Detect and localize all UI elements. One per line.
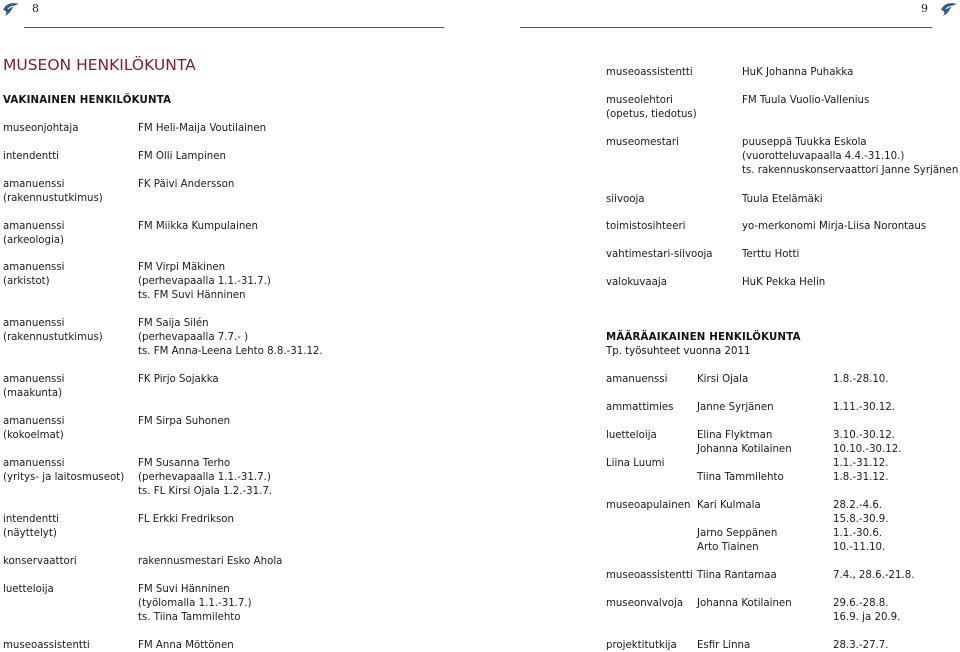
staff-role: (maakunta) <box>3 388 63 399</box>
staff-name: Tuula Etelämäki <box>742 194 823 205</box>
temp-name: Elina Flyktman <box>697 430 773 441</box>
temp-role: Liina Luumi <box>606 458 665 469</box>
temp-period: 1.1.-30.6. <box>833 528 883 539</box>
staff-name: rakennusmestari Esko Ahola <box>138 556 283 567</box>
temp-period: 15.8.-30.9. <box>833 514 889 525</box>
staff-role: (rakennustutkimus) <box>3 332 103 343</box>
staff-name: FM Heli-Maija Voutilainen <box>138 123 267 134</box>
staff-name: FM Olli Lampinen <box>138 151 226 162</box>
staff-role: amanuenssi <box>3 262 65 273</box>
staff-name: yo-merkonomi Mirja-Liisa Norontaus <box>742 221 927 232</box>
temp-name: Kirsi Ojala <box>697 374 749 385</box>
temp-name: Esfir Linna <box>697 640 751 651</box>
temp-period: 28.3.-27.7. <box>833 640 889 651</box>
staff-role: (arkeologia) <box>3 235 65 246</box>
staff-name: (perhevapaalla 1.1.-31.7.) <box>138 472 271 483</box>
staff-role: museoassistentti <box>3 640 90 651</box>
staff-name: (työlomalla 1.1.-31.7.) <box>138 598 252 609</box>
staff-role: (opetus, tiedotus) <box>606 109 697 120</box>
staff-name: Terttu Hotti <box>742 249 800 260</box>
staff-name: ts. rakennuskonservaattori Janne Syrjänen <box>742 165 959 176</box>
staff-name: FM Virpi Mäkinen <box>138 262 226 273</box>
staff-name: FM Suvi Hänninen <box>138 584 230 595</box>
temp-role: museoapulainen <box>606 500 691 511</box>
temp-period: 16.9. ja 20.9. <box>833 612 901 623</box>
temp-period: 1.11.-30.12. <box>833 402 896 413</box>
staff-name: ts. FL Kirsi Ojala 1.2.-31.7. <box>138 486 273 497</box>
staff-role: amanuenssi <box>3 179 65 190</box>
temporary-staff-subheading: Tp. työsuhteet vuonna 2011 <box>606 346 751 357</box>
page-number-right: 9 <box>921 2 928 15</box>
temp-name: Johanna Kotilainen <box>697 444 792 455</box>
staff-role: amanuenssi <box>3 416 65 427</box>
temp-role: projektitutkija <box>606 640 677 651</box>
staff-name: FM Saija Silén <box>138 318 209 329</box>
temp-period: 3.10.-30.12. <box>833 430 896 441</box>
staff-role: konservaattori <box>3 556 77 567</box>
staff-role: amanuenssi <box>3 458 65 469</box>
header-rule-right <box>520 27 932 28</box>
temp-name: Arto Tiainen <box>697 542 759 553</box>
bird-emblem-icon <box>940 1 958 17</box>
staff-role: luetteloija <box>3 584 54 595</box>
staff-name: FM Anna Möttönen <box>138 640 234 651</box>
staff-role: (rakennustutkimus) <box>3 193 103 204</box>
staff-role: amanuenssi <box>3 374 65 385</box>
temp-role: museonvalvoja <box>606 598 684 609</box>
staff-name: ts. FM Anna-Leena Lehto 8.8.-31.12. <box>138 346 323 357</box>
staff-name: FK Päivi Andersson <box>138 179 235 190</box>
temp-period: 1.8.-28.10. <box>833 374 889 385</box>
temporary-staff-heading: MÄÄRÄAIKAINEN HENKILÖKUNTA <box>606 332 801 343</box>
staff-role: (kokoelmat) <box>3 430 64 441</box>
staff-name: (vuorotteluvapaalla 4.4.-31.10.) <box>742 151 905 162</box>
staff-name: (perhevapaalla 1.1.-31.7.) <box>138 276 271 287</box>
temp-name: Kari Kulmala <box>697 500 761 511</box>
staff-role: siivooja <box>606 194 645 205</box>
staff-role: museolehtori <box>606 95 673 106</box>
staff-name: puuseppä Tuukka Eskola <box>742 137 867 148</box>
permanent-staff-heading: VAKINAINEN HENKILÖKUNTA <box>3 95 172 106</box>
temp-name: Tiina Tammilehto <box>697 472 784 483</box>
staff-role: (arkistot) <box>3 276 50 287</box>
temp-name: Jarno Seppänen <box>697 528 778 539</box>
staff-role: toimistosihteeri <box>606 221 686 232</box>
temp-name: Johanna Kotilainen <box>697 598 792 609</box>
temp-period: 7.4., 28.6.-21.8. <box>833 570 915 581</box>
temp-period: 28.2.-4.6. <box>833 500 883 511</box>
staff-role: amanuenssi <box>3 318 65 329</box>
staff-role: amanuenssi <box>3 221 65 232</box>
staff-role: (yritys- ja laitosmuseot) <box>3 472 125 483</box>
staff-name: HuK Pekka Helin <box>742 277 826 288</box>
staff-role: valokuvaaja <box>606 277 667 288</box>
temp-period: 1.1.-31.12. <box>833 458 889 469</box>
staff-name: FM Sirpa Suhonen <box>138 416 231 427</box>
staff-name: FM Tuula Vuolio-Vallenius <box>742 95 870 106</box>
temp-role: ammattimies <box>606 402 674 413</box>
staff-name: (perhevapaalla 7.7.- ) <box>138 332 249 343</box>
staff-name: ts. Tiina Tammilehto <box>138 612 241 623</box>
page-number-left: 8 <box>32 2 39 15</box>
staff-name: ts. FM Suvi Hänninen <box>138 290 246 301</box>
staff-name: FM Susanna Terho <box>138 458 231 469</box>
temp-period: 29.6.-28.8. <box>833 598 889 609</box>
temp-period: 10.10.-30.12. <box>833 444 902 455</box>
staff-name: FK Pirjo Sojakka <box>138 374 219 385</box>
staff-role: intendentti <box>3 514 60 525</box>
staff-name: HuK Johanna Puhakka <box>742 67 854 78</box>
page-title: MUSEON HENKILÖKUNTA <box>3 56 196 74</box>
temp-name: Tiina Rantamaa <box>697 570 777 581</box>
staff-role: museonjohtaja <box>3 123 79 134</box>
staff-role: intendentti <box>3 151 60 162</box>
staff-role: vahtimestari-siivooja <box>606 249 713 260</box>
temp-role: amanuenssi <box>606 374 668 385</box>
staff-name: FL Erkki Fredrikson <box>138 514 234 525</box>
temp-role: museoassistentti <box>606 570 693 581</box>
temp-period: 10.-11.10. <box>833 542 886 553</box>
header-rule-left <box>24 27 444 28</box>
staff-name: FM Miikka Kumpulainen <box>138 221 259 232</box>
temp-period: 1.8.-31.12. <box>833 472 889 483</box>
staff-role: (näyttelyt) <box>3 528 57 539</box>
staff-role: museomestari <box>606 137 679 148</box>
temp-role: luetteloija <box>606 430 657 441</box>
bird-emblem-icon <box>2 1 20 17</box>
staff-role: museoassistentti <box>606 67 693 78</box>
temp-name: Janne Syrjänen <box>697 402 774 413</box>
